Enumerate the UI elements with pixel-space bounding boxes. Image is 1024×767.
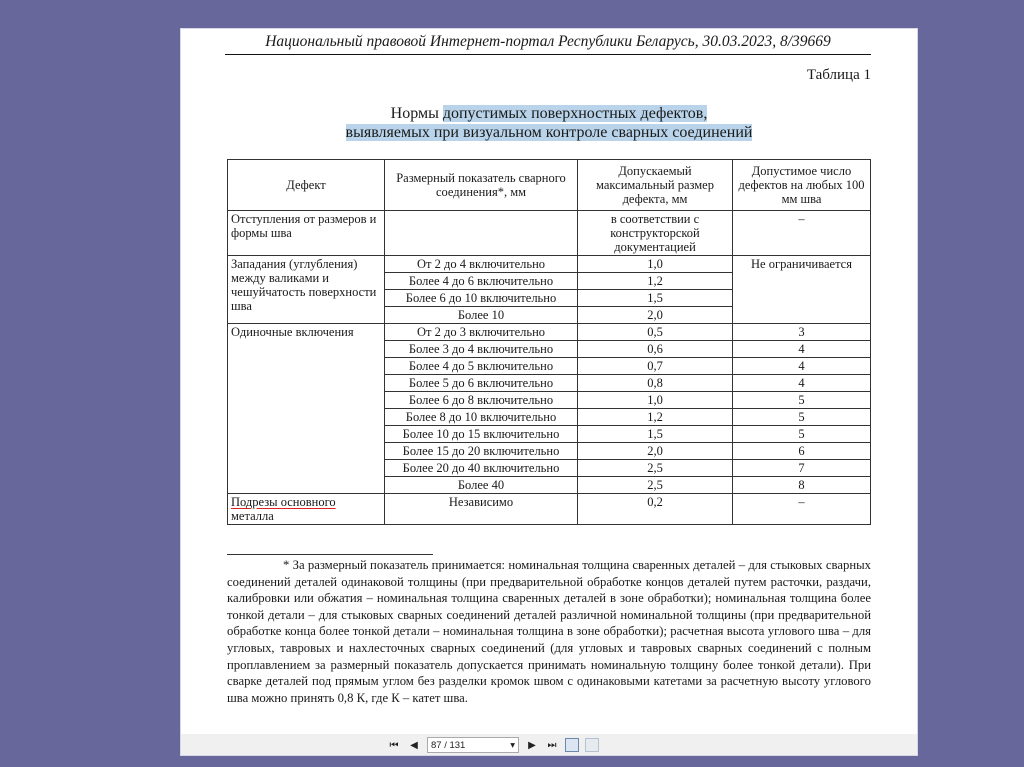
- cell-count: 5: [733, 426, 871, 443]
- cell-count: 5: [733, 392, 871, 409]
- cell-size: От 2 до 4 включительно: [385, 256, 578, 273]
- two-page-view-icon[interactable]: [585, 738, 599, 752]
- cell-defect: Западания (углубления) между валиками и чешуйчатость поверхности шва: [228, 256, 385, 324]
- cell-size: [385, 211, 578, 256]
- cell-count: 6: [733, 443, 871, 460]
- cell-max: 1,0: [578, 256, 733, 273]
- page-number-value: 87 / 131: [431, 739, 466, 751]
- pdf-viewer: [180, 28, 918, 756]
- table-header-row: [228, 160, 871, 211]
- cell-max: 0,5: [578, 324, 733, 341]
- cell-count: –: [733, 211, 871, 256]
- cell-size: Более 3 до 4 включительно: [385, 341, 578, 358]
- cell-count: –: [733, 494, 871, 525]
- header-size: Размерный показатель сварного соединения*, мм: [385, 160, 578, 211]
- cell-max: 2,5: [578, 477, 733, 494]
- spellcheck-word: Подрезы основного: [231, 495, 336, 509]
- footnote-divider: [227, 554, 433, 555]
- defects-table: [227, 159, 871, 525]
- next-page-icon[interactable]: ▶: [528, 739, 536, 751]
- table-row: [228, 494, 871, 525]
- cell-count: 4: [733, 358, 871, 375]
- cell-max: 0,2: [578, 494, 733, 525]
- cell-max: 0,7: [578, 358, 733, 375]
- cell-defect: Отступления от размеров и формы шва: [228, 211, 385, 256]
- cell-count: Не ограничивается: [733, 256, 871, 324]
- cell-count: 5: [733, 409, 871, 426]
- header-count: Допустимое число дефектов на любых 100 мм шва: [733, 160, 871, 211]
- title-highlight-2: выявляемых при визуальном контроле сварных соединений: [345, 124, 753, 141]
- previous-page-icon[interactable]: ◀: [410, 739, 418, 751]
- cell-size: Более 15 до 20 включительно: [385, 443, 578, 460]
- cell-max: 0,6: [578, 341, 733, 358]
- title-highlight-1: допустимых поверхностных дефектов,: [442, 105, 708, 122]
- cell-count: 8: [733, 477, 871, 494]
- page-navigation-toolbar: [387, 734, 599, 756]
- cell-defect: [228, 494, 385, 525]
- cell-size: Более 10: [385, 307, 578, 324]
- header-defect: Дефект: [228, 160, 385, 211]
- cell-max: в соответствии с конструкторской документацией: [578, 211, 733, 256]
- table-row: [228, 324, 871, 341]
- cell-size: Более 4 до 6 включительно: [385, 273, 578, 290]
- header-max: Допускаемый максимальный размер дефекта, мм: [578, 160, 733, 211]
- page-number-select[interactable]: [427, 737, 519, 753]
- cell-size: Более 10 до 15 включительно: [385, 426, 578, 443]
- footnote-text: * За размерный показатель принимается: номинальная толщина сваренных деталей – для стыковых сварных соединений деталей одинаковой толщины (при предварительной обработке концов деталей путем расточки, раздачи, калибровки или обжатия – номинальная толщина сваренных деталей в зоне обработки); номинальная толщина более тонкой детали – для стыковых сварных соединений деталей различной номинальной толщины (при предварительной обработке конца более тонкой детали – номинальная толщина в зоне обработки); расчетная высота углового шва – для угловых, тавровых и нахлесточных сварных соединений (для угловых и тавровых сварных соединений с полным проплавлением за размерный показатель допускается принимать номинальную толщину более тонкой детали). При сварке деталей под прямым углом без разделки кромок швом с одинаковыми катетами за расчетную высоту углового шва можно принять 0,8 К, где К – катет шва.: [227, 558, 871, 705]
- cell-count: 7: [733, 460, 871, 477]
- table-title-line-1: [181, 104, 917, 123]
- cell-max: 2,0: [578, 307, 733, 324]
- cell-size: Более 5 до 6 включительно: [385, 375, 578, 392]
- cell-max: 2,0: [578, 443, 733, 460]
- cell-size: Более 6 до 8 включительно: [385, 392, 578, 409]
- cell-count: 4: [733, 375, 871, 392]
- single-page-view-icon[interactable]: [565, 738, 579, 752]
- cell-max: 2,5: [578, 460, 733, 477]
- cell-max: 1,2: [578, 409, 733, 426]
- cell-defect: Одиночные включения: [228, 324, 385, 494]
- table-label: Таблица 1: [806, 67, 871, 83]
- table-row: [228, 256, 871, 273]
- last-page-icon[interactable]: ⏭: [547, 739, 557, 751]
- table-row: [228, 211, 871, 256]
- cell-size: Более 8 до 10 включительно: [385, 409, 578, 426]
- document-page: [181, 29, 917, 734]
- cell-max: 0,8: [578, 375, 733, 392]
- cell-size: Более 40: [385, 477, 578, 494]
- cell-max: 1,5: [578, 290, 733, 307]
- cell-defect-rest: металла: [231, 509, 274, 523]
- cell-max: 1,5: [578, 426, 733, 443]
- cell-size: Более 6 до 10 включительно: [385, 290, 578, 307]
- cell-size: Более 4 до 5 включительно: [385, 358, 578, 375]
- first-page-icon[interactable]: ⏮: [389, 739, 399, 751]
- cell-count: 4: [733, 341, 871, 358]
- document-header: Национальный правовой Интернет-портал Республики Беларусь, 30.03.2023, 8/39669: [225, 33, 871, 55]
- cell-max: 1,0: [578, 392, 733, 409]
- cell-max: 1,2: [578, 273, 733, 290]
- cell-size: Независимо: [385, 494, 578, 525]
- chevron-down-icon: ▾: [510, 739, 515, 751]
- cell-size: Более 20 до 40 включительно: [385, 460, 578, 477]
- title-plain: Нормы: [390, 105, 443, 122]
- cell-count: 3: [733, 324, 871, 341]
- cell-size: От 2 до 3 включительно: [385, 324, 578, 341]
- table-title-line-2: [181, 123, 917, 142]
